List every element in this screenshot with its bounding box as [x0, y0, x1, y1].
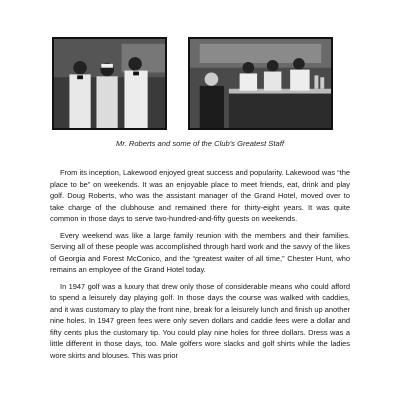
bar-photo-graphic — [190, 39, 331, 128]
paragraph-3: In 1947 golf was a luxury that drew only those of considerable means who could afford to spend a leisurely day playing golf. In those days the course was walked with caddies, and it was customary to play the front nine, break for a leisurely lunch and finish up another nine holes. In 1947 green fees were only seven dollars and caddie fees were a dollar and fifty cents plus the customary tip. You could play nine holes for three dollars. Dress was a little different in those days, too. Male golfers wore slacks and golf shirts while the ladies wore skirts and blouses. This was prior — [50, 281, 350, 360]
photo-three-staff-men — [52, 37, 167, 130]
article-body — [50, 167, 350, 367]
paragraph-2: Every weekend was like a large family reunion with the members and their families. Serving all of these people was accomplished through hard work and the savvy of the likes of Georgia and Forest McConico, and the “greatest waiter of all time,” Chester Hunt, who remains an employee of the Grand Hotel today. — [50, 230, 350, 275]
paragraph-1: From its inception, Lakewood enjoyed great success and popularity. Lakewood was “the place to be” on weekends. It was an enjoyable place to meet friends, eat, drink and play golf. Doug Roberts, who was the assistant manager of the Grand Hotel, moved over to take charge of the clubhouse and remained there for thirty-eight years. It was quite common in those days to serve two-hundred-and-fifty guests on weekends. — [50, 168, 350, 223]
staff-photo-graphic — [54, 39, 165, 128]
photo-staff-at-bar — [188, 37, 333, 130]
photo-caption: Mr. Roberts and some of the Club's Greatest Staff — [116, 139, 284, 148]
